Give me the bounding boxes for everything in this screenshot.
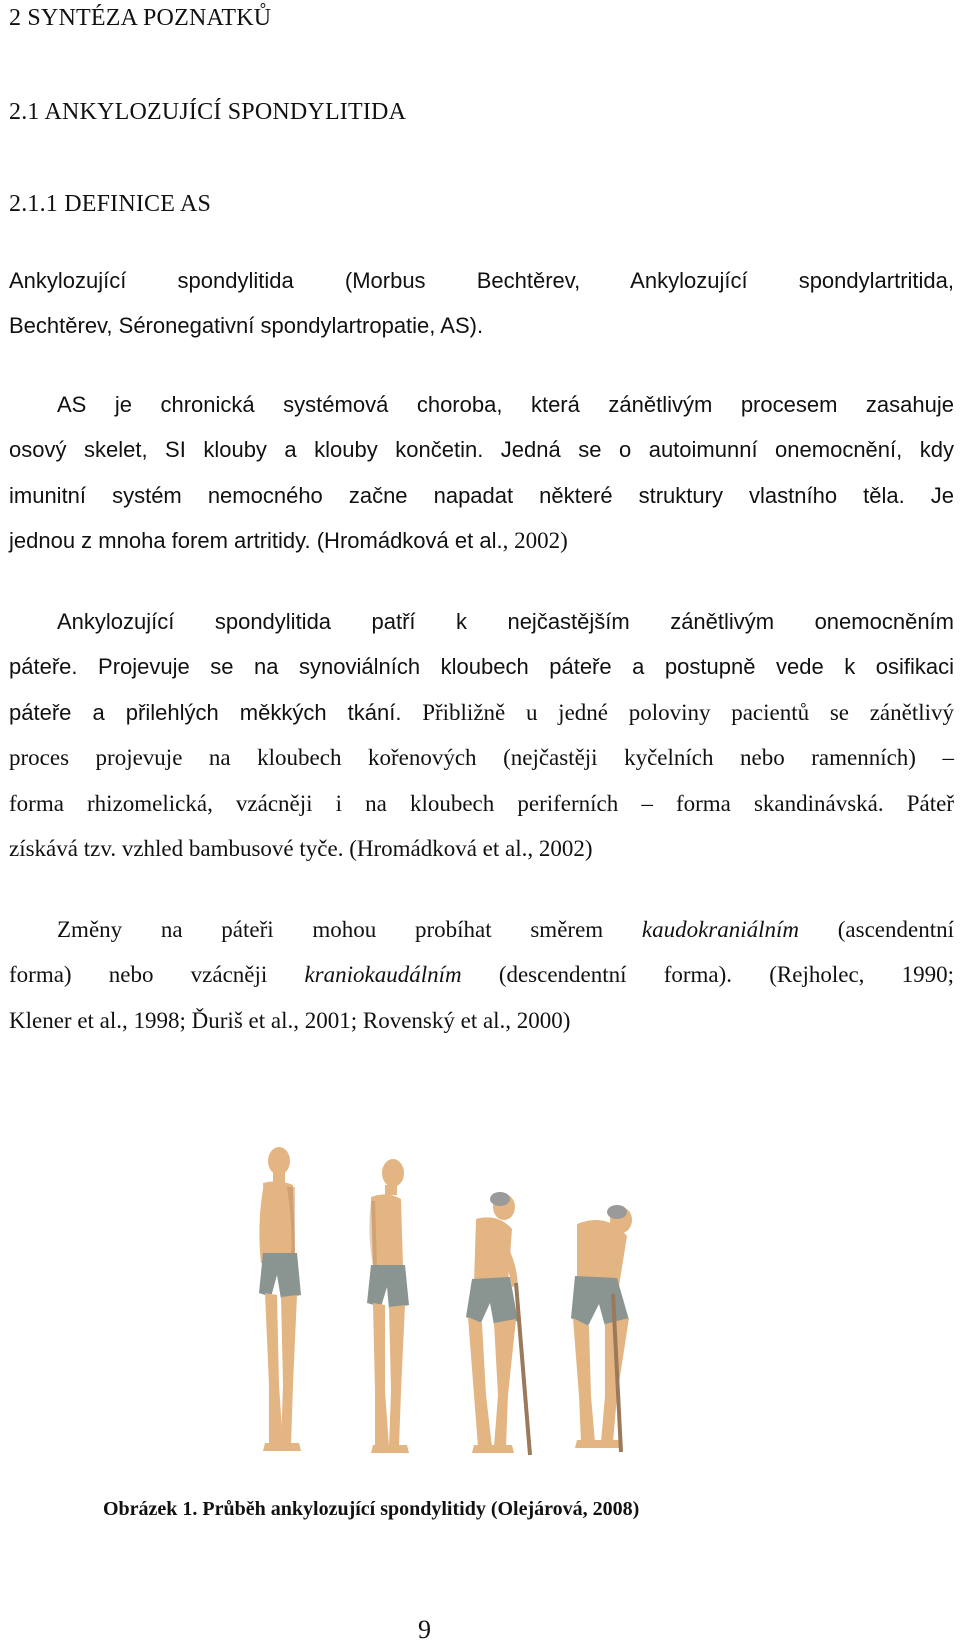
paragraph-description [9, 382, 954, 564]
figure-stage-1 [259, 1147, 301, 1451]
text-line: forma) nebo vzácněji kraniokaudálním (descendentní forma). (Rejholec, 1990; [9, 962, 954, 988]
text-line: Ankylozující spondylitida patří k nejčastějším zánětlivým onemocněním [57, 609, 954, 634]
progression-illustration [231, 1145, 701, 1465]
text-line: Klener et al., 1998; Ďuriš et al., 2001; Rovenský et al., 2000) [9, 1007, 571, 1033]
text-line: páteře. Projevuje se na synoviálních kloubech páteře a postupně vede k osifikaci [9, 654, 954, 680]
paragraph-definition [9, 258, 954, 349]
page-number: 9 [418, 1615, 431, 1644]
paragraph-progression [9, 907, 954, 1043]
text-line: Bechtěrev, Séronegativní spondylartropatie, AS). [9, 313, 484, 339]
text-line: páteře a přilehlých měkkých tkání. Přibližně u jedné poloviny pacientů se zánětlivý [9, 699, 954, 725]
text-line: Ankylozující spondylitida (Morbus Bechtěrev, Ankylozující spondylartritida, [9, 268, 954, 293]
text-line: imunitní systém nemocného začne napadat některé struktury vlastního těla. Je [9, 482, 954, 508]
figure-caption: Obrázek 1. Průběh ankylozující spondylitidy (Olejárová, 2008) [103, 1498, 640, 1520]
text-line: osový skelet, SI klouby a klouby končetin. Jedná se o autoimunní onemocnění, kdy [9, 437, 954, 463]
text-line: získává tzv. vzhled bambusové tyče. (Hromádková et al., 2002) [9, 836, 593, 862]
subsection-heading: 2.1.1 DEFINICE AS [9, 191, 212, 217]
paragraph-manifestation [9, 599, 954, 871]
section-heading: 2.1 ANKYLOZUJÍCÍ SPONDYLITIDA [9, 99, 407, 125]
figure-stage-3 [466, 1192, 530, 1455]
figure-stage-2 [367, 1159, 409, 1453]
text-line: jednou z mnoha forem artritidy. (Hromádková et al., 2002) [9, 528, 568, 554]
document-page [9, 0, 954, 1650]
text-line: AS je chronická systémová choroba, která zánětlivým procesem zasahuje [57, 392, 954, 417]
text-line: proces projevuje na kloubech kořenových (nejčastěji kyčelních nebo ramenních) – [9, 745, 954, 771]
chapter-heading: 2 SYNTÉZA POZNATKŮ [9, 5, 272, 31]
figure-stage-4 [571, 1205, 632, 1452]
text-line: Změny na páteři mohou probíhat směrem kaudokraniálním (ascendentní [57, 917, 954, 942]
text-line: forma rhizomelická, vzácněji i na kloubech periferních – forma skandinávská. Páteř [9, 790, 954, 816]
